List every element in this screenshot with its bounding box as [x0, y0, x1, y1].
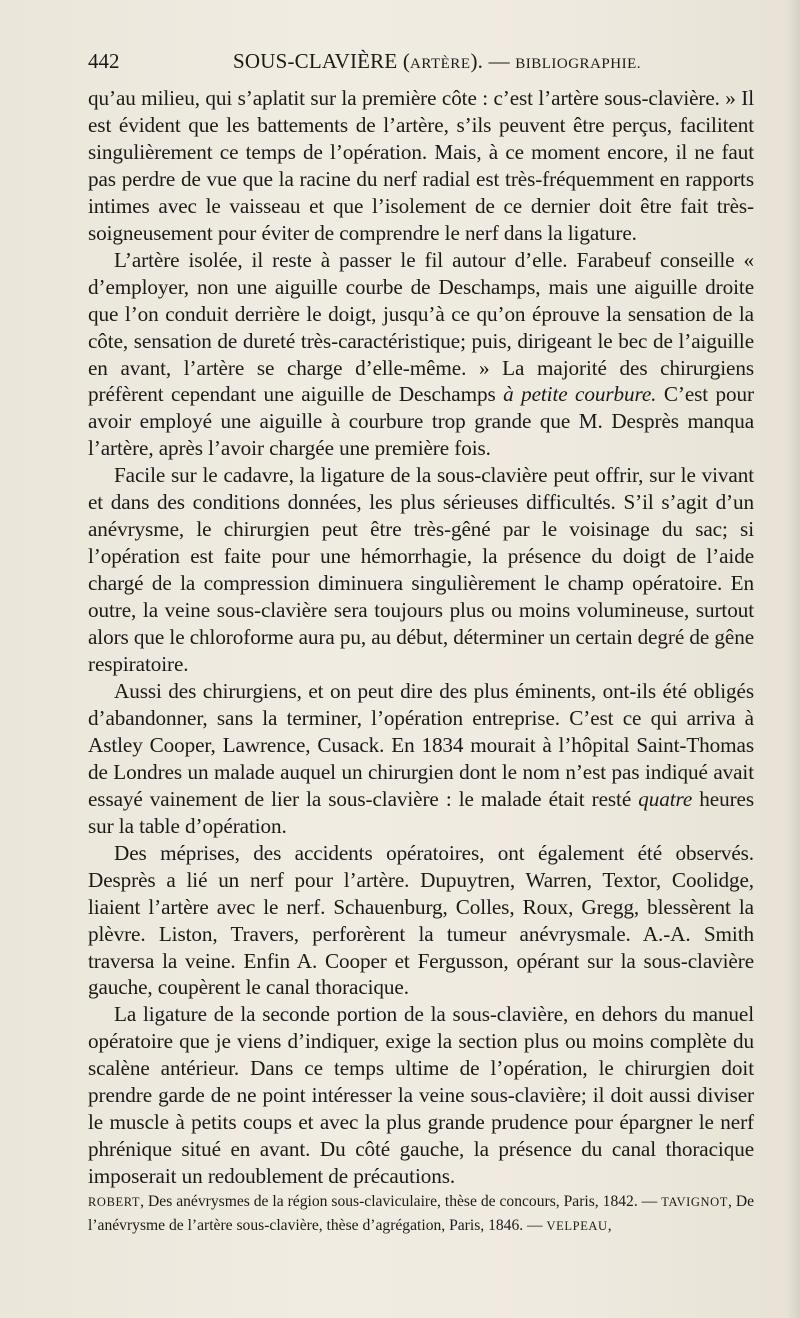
paragraph-4	[88, 678, 754, 840]
body-text	[88, 85, 754, 1190]
page-number: 442	[88, 49, 120, 73]
paragraph-2-text-b: C’est pour avoir employé une aiguille à courbure trop grande que M. Desprès manqua l’artère, après l’avoir chargée une première fois.	[88, 382, 754, 461]
running-title-separator: ). —	[470, 49, 516, 73]
paragraph-4-italic: quatre	[638, 786, 693, 811]
paragraph-2-text-a: L’artère isolée, il reste à passer le fil autour d’elle. Farabeuf conseille « d’employer, non une aiguille courbe de Deschamps, mais une aiguille droite que l’on conduit derrière le doigt, jusqu’à ce qu’on éprouve la sensation de la côte, sensation de dureté très-caractéristique; puis, dirigeant le bec de l’aiguille en avant, l’artère se charge d’elle-même. » La majorité des chirurgiens préfèrent cependant une aiguille de Deschamps	[88, 247, 754, 407]
bibliography	[88, 1190, 754, 1238]
bib-author-tavignot: TAVIGNOT	[661, 1195, 728, 1209]
running-title-main: SOUS-CLAVIÈRE (	[233, 49, 411, 73]
paragraph-5: Des méprises, des accidents opératoires, ont également été observés. Desprès a lié un nerf pour l’artère. Dupuytren, Warren, Textor, Coolidge, liaient l’artère avec le nerf. Schauenburg, Colles, Roux, Gregg, blessèrent la plèvre. Liston, Travers, perforèrent la tumeur anévrysmale. A.-A. Smith traversa la veine. Enfin A. Cooper et Fergusson, opérant sur la sous-clavière gauche, coupèrent le canal thoracique.	[88, 840, 754, 1000]
paragraph-1: qu’au milieu, qui s’aplatit sur la première côte : c’est l’artère sous-clavière. » Il est évident que les battements de l’artère, s’ils peuvent être perçus, facilitent singulièrement ce temps de l’opération. Mais, à ce moment encore, il ne faut pas perdre de vue que la racine du nerf radial est très-fréquemment en rapports intimes avec le vaisseau et que l’isolement de ce dernier doit être fait très-soigneusement pour éviter de comprendre le nerf dans la ligature.	[88, 86, 754, 245]
running-title-subject: ARTÈRE	[410, 56, 471, 72]
running-title	[233, 46, 641, 79]
paragraph-4-text-a: Aussi des chirurgiens, et on peut dire des plus éminents, ont-ils été obligés d’abandonner, sans la terminer, l’opération entreprise. C’est ce qui arriva à Astley Cooper, Lawrence, Cusack. En 1834 mourait à l’hôpital Saint-Thomas de Londres un malade auquel un chirurgien dont le nom n’est pas indiqué avait essayé vainement de lier la sous-clavière : le malade était resté	[88, 678, 754, 811]
bib-author-velpeau: VELPEAU	[546, 1219, 608, 1233]
paragraph-4-text-b: heures sur la table d’opération.	[88, 786, 754, 838]
bib-entry-2: , De l’anévrysme de l’artère sous-clavière, thèse d’agrégation, Paris, 1846. —	[88, 1193, 755, 1234]
page-edge-shadow	[786, 0, 800, 1318]
bib-author-robert: ROBERT	[88, 1195, 141, 1209]
paragraph-6: La ligature de la seconde portion de la sous-clavière, en dehors du manuel opératoire que je viens d’indiquer, exige la section plus ou moins complète du scalène antérieur. Dans ce temps ultime de l’opération, le chirurgien doit prendre garde de ne point intéresser la veine sous-clavière; il doit aussi diviser le muscle à petits coups et avec la plus grande prudence pour épargner le nerf phrénique situé en avant. Du côté gauche, la présence du canal thoracique imposerait un redoublement de précautions.	[88, 1002, 754, 1189]
running-title-section: BIBLIOGRAPHIE.	[515, 56, 641, 72]
paragraph-2-italic: à petite courbure.	[503, 382, 657, 407]
paragraph-2	[88, 247, 754, 463]
bib-entry-3: ,	[607, 1217, 612, 1234]
section-rule	[88, 1178, 754, 1179]
paragraph-3: Facile sur le cadavre, la ligature de la sous-clavière peut offrir, sur le vivant et dans des conditions données, les plus sérieuses difficultés. S’il s’agit d’un anévrysme, le chirurgien peut être très-gêné par le voisinage du sac; si l’opération est faite pour une hémorrhagie, la présence du doigt de l’aide chargé de la compression diminuera singulièrement le champ opératoire. En outre, la veine sous-clavière sera toujours plus ou moins volumineuse, surtout alors que le chloroforme aura pu, au début, déterminer un certain degré de gêne respiratoire.	[88, 463, 754, 677]
bib-entry-1: , Des anévrysmes de la région sous-claviculaire, thèse de concours, Paris, 1842. —	[140, 1193, 662, 1210]
running-header	[88, 46, 753, 76]
